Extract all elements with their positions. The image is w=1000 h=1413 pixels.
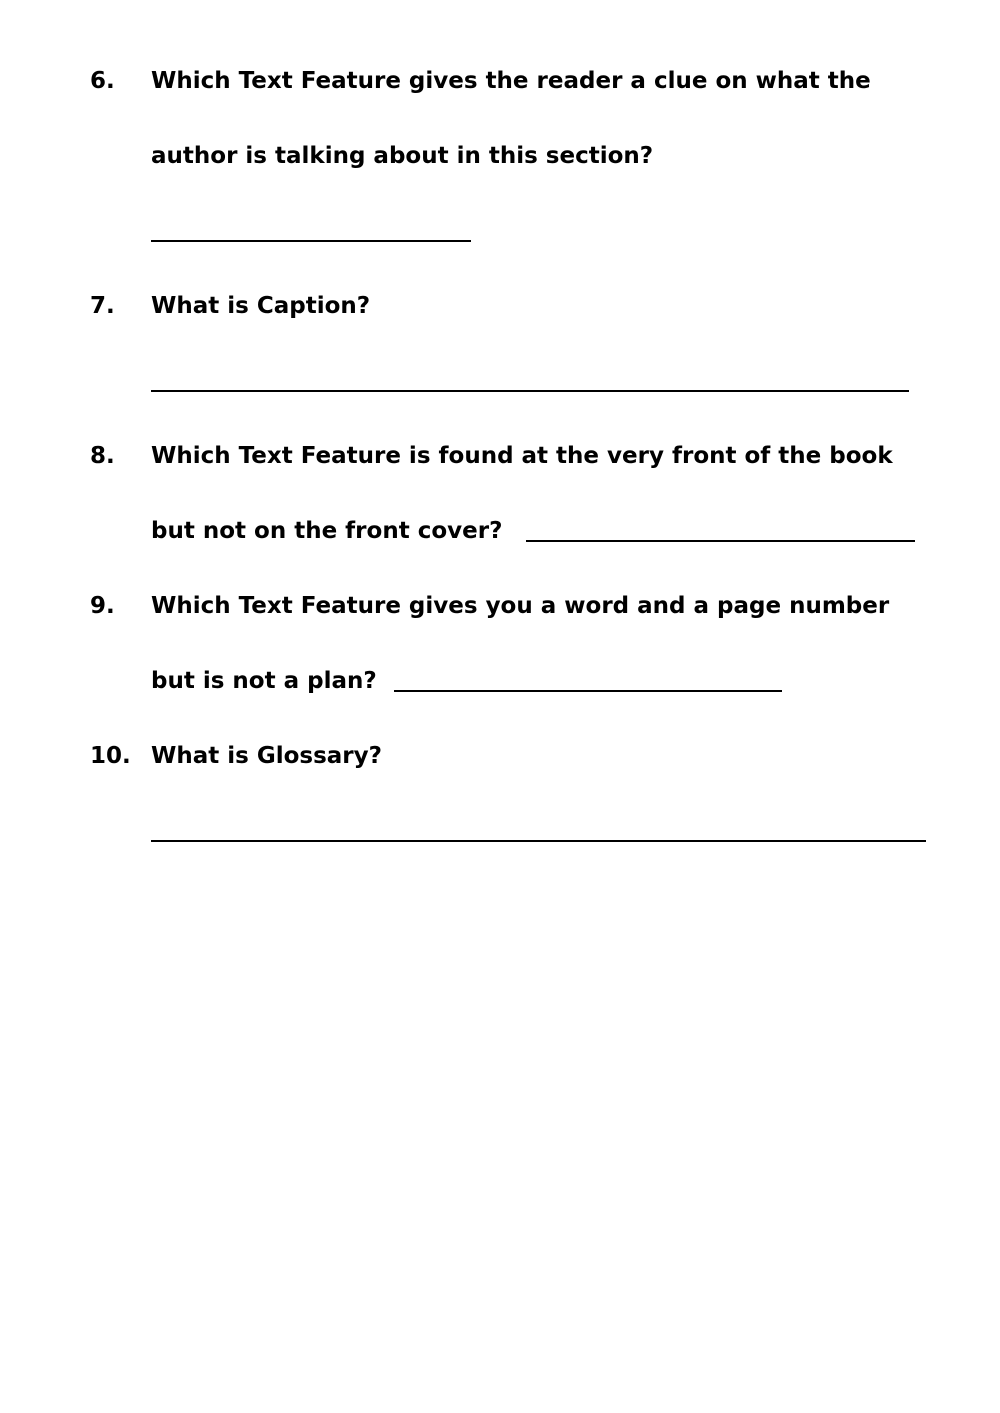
question-text-line: Which Text Feature gives you a word and a page number	[151, 593, 890, 619]
question-text-line: What is Glossary?	[151, 743, 382, 769]
answer-blank[interactable]	[394, 690, 782, 692]
question-number: 7.	[90, 293, 115, 319]
question-number: 6.	[90, 68, 115, 94]
question-text-line: Which Text Feature gives the reader a clue on what the	[151, 68, 871, 94]
answer-blank[interactable]	[526, 540, 915, 542]
question-number: 9.	[90, 593, 115, 619]
question-text-line: but not on the front cover?	[151, 518, 503, 544]
answer-blank[interactable]	[151, 240, 471, 242]
question-number: 10.	[90, 743, 131, 769]
question-text-line: author is talking about in this section?	[151, 143, 654, 169]
question-text-line: but is not a plan?	[151, 668, 377, 694]
answer-blank[interactable]	[151, 390, 909, 392]
question-text-line: What is Caption?	[151, 293, 371, 319]
question-number: 8.	[90, 443, 115, 469]
answer-blank[interactable]	[151, 840, 926, 842]
question-text-line: Which Text Feature is found at the very front of the book	[151, 443, 893, 469]
